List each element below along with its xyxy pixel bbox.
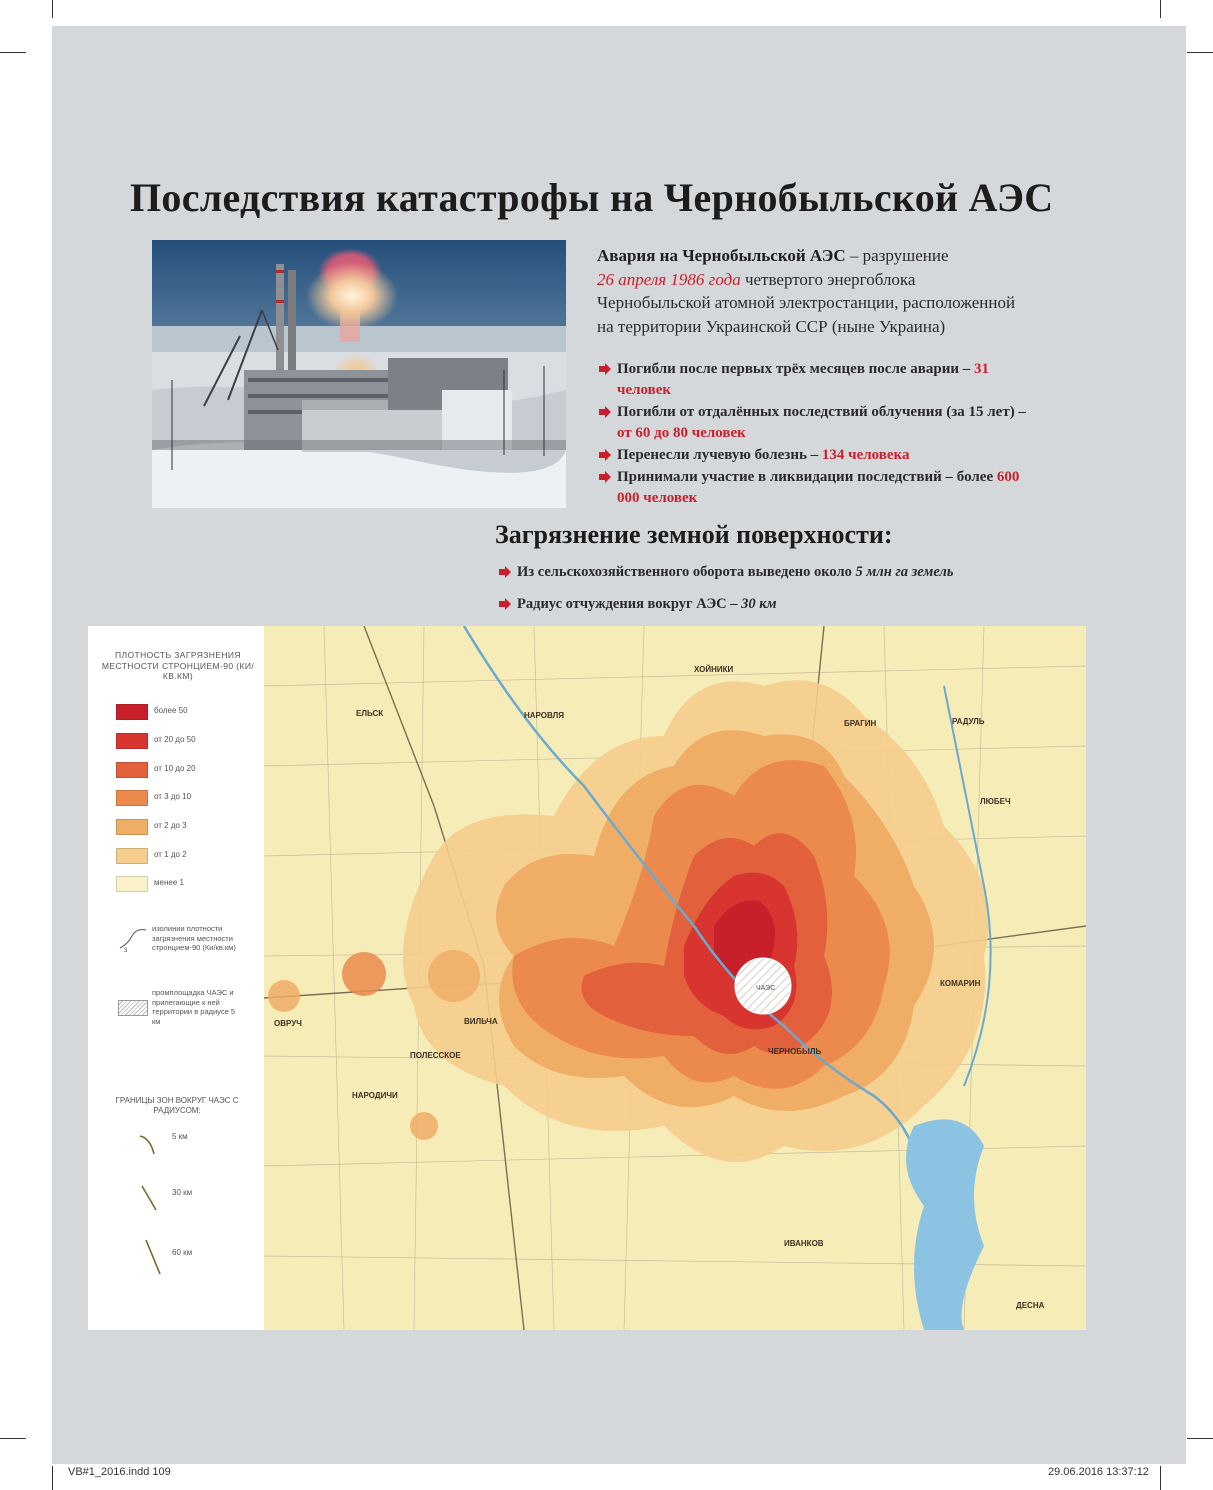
label-radul: РАДУЛЬ xyxy=(952,717,985,726)
legend-label: от 10 до 20 xyxy=(154,764,196,773)
label-vilcha: ВИЛЬЧА xyxy=(464,1017,498,1026)
label-narodichi: НАРОДИЧИ xyxy=(352,1091,398,1100)
arrow-bullet-icon xyxy=(499,598,511,610)
zone-label-30km: 30 км xyxy=(172,1188,193,1197)
legend-label: от 3 до 10 xyxy=(154,792,192,801)
crop-mark xyxy=(1160,1466,1161,1490)
crop-mark xyxy=(52,0,53,18)
plant-area-swatch xyxy=(118,1000,148,1016)
legend-swatch xyxy=(116,762,148,778)
fact-text: Погибли от отдалённых последствий облучения (за 15 лет) – xyxy=(617,404,1026,420)
footer-timestamp: 29.06.2016 13:37:12 xyxy=(1048,1466,1149,1478)
fact-value: 134 человека xyxy=(821,447,910,463)
label-khoiniki: ХОЙНИКИ xyxy=(694,665,734,674)
legend-swatch xyxy=(116,790,148,806)
casualty-facts xyxy=(597,359,1027,510)
pollution-item xyxy=(497,594,1137,626)
page-title: Последствия катастрофы на Чернобыльской АЭС xyxy=(130,175,1054,220)
crop-mark xyxy=(1160,0,1161,18)
accident-date: 26 апреля 1986 года xyxy=(597,269,741,289)
pollution-text: Из сельскохозяйственного оборота выведено около xyxy=(517,564,856,580)
map-graphic xyxy=(264,626,1086,1330)
fact-item xyxy=(597,467,1027,509)
pollution-heading: Загрязнение земной поверхности: xyxy=(495,520,893,549)
pollution-text: Радиус отчуждения вокруг АЭС – xyxy=(517,596,742,612)
zones-title: ГРАНИЦЫ ЗОН ВОКРУГ ЧАЭС С РАДИУСОМ: xyxy=(115,1096,239,1115)
zone-label-60km: 60 км xyxy=(172,1248,193,1257)
arrow-bullet-icon xyxy=(599,406,611,418)
hotspot xyxy=(268,980,300,1012)
reactor-photo xyxy=(152,240,566,508)
label-narovlya: НАРОВЛЯ xyxy=(524,711,564,720)
legend-isolines: изолинии плотности загрязнения местности стронцием-90 (Ки/кв.км) xyxy=(152,924,236,952)
crop-mark xyxy=(1187,1438,1213,1439)
legend-swatch xyxy=(116,848,148,864)
arrow-bullet-icon xyxy=(599,449,611,461)
legend-label: от 20 до 50 xyxy=(154,735,196,744)
crop-mark xyxy=(1187,52,1213,53)
document-page xyxy=(52,26,1186,1464)
arrow-bullet-icon xyxy=(499,566,511,578)
legend-plant-area: промплощадка ЧАЭС и прилегающие к ней территории в радиусе 5 км xyxy=(152,988,236,1026)
fact-value: 31 человек xyxy=(617,361,990,398)
zone-label-5km: 5 км xyxy=(172,1132,188,1141)
hotspot xyxy=(428,950,480,1002)
fact-text: Погибли после первых трёх месяцев после аварии – xyxy=(617,361,975,377)
fact-item xyxy=(597,445,1027,466)
intro-text-1: – разрушение xyxy=(845,246,949,265)
fact-text: Принимали участие в ликвидации последствий – более xyxy=(617,469,997,485)
legend-swatch xyxy=(116,876,148,892)
svg-text:3: 3 xyxy=(124,948,128,952)
label-bragin: БРАГИН xyxy=(844,719,877,728)
crop-mark xyxy=(0,52,26,53)
fact-item xyxy=(597,402,1027,444)
pollution-value: 5 млн га земель xyxy=(855,564,954,580)
hotspot xyxy=(342,952,386,996)
legend-label: менее 1 xyxy=(154,878,184,887)
fact-text: Перенесли лучевую болезнь – xyxy=(617,447,822,463)
crop-mark xyxy=(0,1438,26,1439)
label-ovruch: ОВРУЧ xyxy=(274,1019,302,1028)
legend-swatch xyxy=(116,733,148,749)
pollution-facts xyxy=(497,562,1137,626)
crop-mark xyxy=(52,1466,53,1490)
contamination-map xyxy=(88,626,1086,1330)
fact-item xyxy=(597,359,1027,401)
label-komarin: КОМАРИН xyxy=(940,979,981,988)
arrow-bullet-icon xyxy=(599,471,611,483)
fact-value: от 60 до 80 человек xyxy=(617,425,746,441)
legend-label: от 2 до 3 xyxy=(154,821,187,830)
legend-label: более 50 xyxy=(154,706,188,715)
legend-label: от 1 до 2 xyxy=(154,850,187,859)
map-legend xyxy=(88,626,264,1330)
isoline-icon xyxy=(118,928,148,952)
label-lyubech: ЛЮБЕЧ xyxy=(980,797,1011,806)
hotspot xyxy=(410,1112,438,1140)
footer-file-info: VB#1_2016.indd 109 xyxy=(68,1466,171,1478)
fact-value: 600 000 человек xyxy=(617,469,1020,506)
zone-radius-icons xyxy=(134,1128,168,1278)
label-desna: ДЕСНА xyxy=(1016,1301,1045,1310)
legend-title: ПЛОТНОСТЬ ЗАГРЯЗНЕНИЯ МЕСТНОСТИ СТРОНЦИЕМ-90 (КИ/КВ.КМ) xyxy=(101,650,255,681)
label-chernobyl: ЧЕРНОБЫЛЬ xyxy=(768,1047,822,1056)
label-yelsk: ЕЛЬСК xyxy=(356,709,384,718)
legend-swatch xyxy=(116,704,148,720)
label-ivankov: ИВАНКОВ xyxy=(784,1239,824,1248)
arrow-bullet-icon xyxy=(599,363,611,375)
intro-bold: Авария на Чернобыльской АЭС xyxy=(597,246,846,265)
label-polesskoe: ПОЛЕССКОЕ xyxy=(410,1051,461,1060)
intro-text-2: четвертого энергоблока Чернобыльской атомной электростанции, расположенной на территории Украинской ССР (ныне Украина) xyxy=(597,269,1016,336)
legend-swatch xyxy=(116,819,148,835)
intro-paragraph xyxy=(597,244,1017,338)
label-chaes: ЧАЭС xyxy=(756,985,776,992)
pollution-item xyxy=(497,562,1137,594)
pollution-value: 30 км xyxy=(741,596,777,612)
